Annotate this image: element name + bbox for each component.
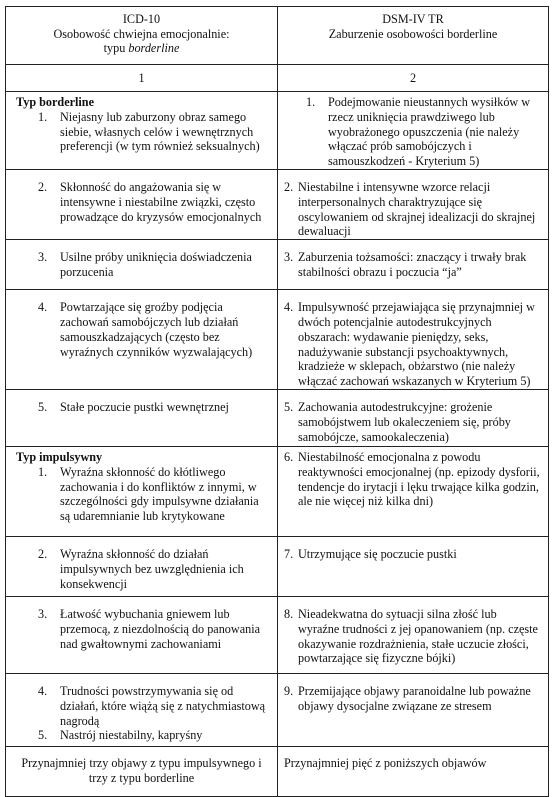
icd10-type-italic: borderline bbox=[128, 41, 180, 55]
icd10-cell bbox=[6, 240, 278, 290]
section-heading-impulsive: Typ impulsywny bbox=[16, 449, 103, 464]
list-item bbox=[284, 180, 540, 239]
icd10-cell bbox=[6, 290, 278, 390]
list-item bbox=[284, 607, 540, 666]
icd10-cell bbox=[6, 596, 278, 673]
column-number-row bbox=[6, 65, 549, 92]
dsm-subtitle: Zaburzenie osobowości borderline bbox=[328, 26, 498, 41]
item-number: 1. bbox=[38, 464, 48, 479]
item-number: 5. bbox=[38, 728, 48, 743]
dsm-cell bbox=[278, 673, 549, 746]
list-item bbox=[284, 250, 540, 280]
column-number-1: 1 bbox=[6, 65, 278, 92]
list-item bbox=[16, 300, 269, 359]
icd10-subtitle: Osobowość chwiejna emocjonalnie: bbox=[53, 26, 230, 41]
item-text: Nieadekwatna do sytuacji silna złość lub wyraźne trudności z jej opanowaniem (np. częste okazywanie rozdrażnienia, stałe uczucie złości, powtarzające się fizyczne bójki) bbox=[298, 606, 538, 666]
icd10-cell bbox=[6, 389, 278, 446]
icd10-cell bbox=[6, 169, 278, 239]
criteria-row bbox=[6, 536, 549, 596]
item-number: 4. bbox=[38, 683, 48, 698]
item-text: Łatwość wybuchania gniewem lub przemocą, z niezdolnością do panowania nad gwałtownymi zachowaniami bbox=[60, 606, 260, 651]
item-text: Wyraźna skłonność do działań impulsywnych bez uwzględnienia ich konsekwencji bbox=[60, 546, 244, 591]
header-icd10 bbox=[6, 7, 278, 65]
list-item bbox=[284, 547, 540, 562]
item-number: 8. bbox=[284, 606, 294, 621]
list-item bbox=[16, 180, 269, 224]
list-item bbox=[16, 110, 269, 154]
item-number: 3. bbox=[38, 606, 48, 621]
icd10-cell bbox=[6, 446, 278, 536]
list-item bbox=[16, 547, 269, 591]
dsm-cell bbox=[278, 169, 549, 239]
item-text: Impulsywność przejawiająca się przynajmniej w dwóch potencjalnie autodestrukcyjnych obszarach: wydawanie pieniędzy, seks, nadużywanie substancji psychoaktywnych, kradzieże w sklepach, obżarstwo (nie należy włączać zachowań wskazanych w Kryterium 5) bbox=[298, 300, 535, 389]
dsm-title: DSM-IV TR bbox=[382, 12, 444, 26]
item-number: 9. bbox=[284, 683, 294, 698]
item-number: 3. bbox=[284, 250, 294, 265]
item-text: Zaburzenia tożsamości: znaczący i trwały brak stabilności obrazu i poczucia “ja” bbox=[298, 250, 527, 279]
item-number: 2. bbox=[38, 546, 48, 561]
item-text: Utrzymujące się poczucie pustki bbox=[298, 546, 457, 561]
list-item bbox=[284, 95, 540, 169]
item-text: Niestabilność emocjonalna z powodu reaktywności emocjonalnej (np. epizody dysforii, tendencje do irytacji i lęku trwające kilka godzin, ale nie więcej niż kilka dni) bbox=[298, 449, 540, 509]
section-heading-borderline: Typ borderline bbox=[16, 95, 94, 109]
criteria-row bbox=[6, 290, 549, 390]
dsm-cell bbox=[278, 92, 549, 170]
header-dsm bbox=[278, 7, 549, 65]
item-text: Stałe poczucie pustki wewnętrznej bbox=[60, 399, 229, 414]
criteria-row bbox=[6, 596, 549, 673]
item-text: Wyraźna skłonność do kłótliwego zachowania i do konfliktów z innymi, w szczególności gdy impulsywne działania są udaremnianie lub krytykowane bbox=[60, 464, 259, 524]
item-text: Niejasny lub zaburzony obraz samego siebie, własnych celów i wewnętrznych preferencji (w tym również seksualnych) bbox=[60, 109, 260, 154]
item-number: 2. bbox=[38, 179, 48, 194]
list-item bbox=[16, 728, 269, 743]
item-text: Skłonność do angażowania się w intensywne i niestabilne związki, często prowadzące do kryzysów emocjonalnych bbox=[60, 179, 262, 224]
item-number: 5. bbox=[284, 399, 294, 414]
list-item bbox=[284, 684, 540, 714]
item-number: 6. bbox=[284, 449, 294, 464]
criteria-row bbox=[6, 169, 549, 239]
icd10-title: ICD-10 bbox=[122, 12, 161, 26]
criteria-row bbox=[6, 673, 549, 746]
icd10-summary: Przynajmniej trzy objawy z typu impulsywnego i trzy z typu borderline bbox=[6, 746, 278, 796]
item-text: Trudności powstrzymywania się od działań, które wiążą się z natychmiastową nagrodą bbox=[60, 683, 266, 728]
list-item bbox=[284, 400, 540, 444]
item-text: Usilne próby uniknięcia doświadczenia porzucenia bbox=[60, 250, 252, 279]
list-item bbox=[16, 684, 269, 728]
item-text: Powtarzające się groźby podjęcia zachowań samobójczych lub działań samouszkadzających (często bez wyraźnych czynników wyzwalających) bbox=[60, 300, 253, 359]
item-text: Nastrój niestabilny, kapryśny bbox=[60, 728, 203, 743]
dsm-cell bbox=[278, 596, 549, 673]
list-item bbox=[284, 300, 540, 389]
item-number: 4. bbox=[38, 300, 48, 315]
item-number: 1. bbox=[38, 109, 48, 124]
comparison-table bbox=[5, 6, 549, 797]
item-text: Podejmowanie nieustannych wysiłków w rzecz uniknięcia prawdziwego lub wyobrażonego opuszczenia (nie należy włączać prób samobójczych i samouszkodzeń - Kryterium 5) bbox=[328, 95, 531, 169]
dsm-cell bbox=[278, 536, 549, 596]
list-item bbox=[16, 465, 269, 524]
icd10-type-line bbox=[6, 41, 277, 56]
criteria-row bbox=[6, 92, 549, 170]
criteria-row bbox=[6, 389, 549, 446]
list-item bbox=[16, 400, 269, 415]
icd10-cell bbox=[6, 673, 278, 746]
criteria-row bbox=[6, 240, 549, 290]
icd10-type-prefix: typu bbox=[103, 41, 129, 55]
item-number: 4. bbox=[284, 300, 294, 315]
dsm-cell bbox=[278, 389, 549, 446]
dsm-cell bbox=[278, 290, 549, 390]
item-text: Niestabilne i intensywne wzorce relacji interpersonalnych charaktryzujące się oscylowaniem od skrajnej idealizacji do skrajnej dewaluacji bbox=[298, 179, 536, 239]
item-number: 7. bbox=[284, 546, 294, 561]
item-number: 2. bbox=[284, 179, 294, 194]
item-number: 1. bbox=[306, 95, 316, 109]
item-number: 3. bbox=[38, 250, 48, 265]
header-row bbox=[6, 7, 549, 65]
item-text: Zachowania autodestrukcyjne: grożenie samobójstwem lub okaleczeniem się, próby samobójcze, samookaleczenia) bbox=[298, 399, 511, 444]
dsm-summary: Przynajmniej pięć z poniższych objawów bbox=[278, 746, 549, 796]
icd10-cell bbox=[6, 536, 278, 596]
icd10-cell bbox=[6, 92, 278, 170]
dsm-cell bbox=[278, 240, 549, 290]
list-item bbox=[16, 607, 269, 651]
criteria-row bbox=[6, 446, 549, 536]
list-item bbox=[284, 450, 540, 509]
item-text: Przemijające objawy paranoidalne lub poważne objawy dysocjalne związane ze stresem bbox=[298, 683, 531, 713]
list-item bbox=[16, 250, 269, 280]
item-number: 5. bbox=[38, 399, 48, 414]
column-number-2: 2 bbox=[278, 65, 549, 92]
dsm-cell bbox=[278, 446, 549, 536]
summary-row bbox=[6, 746, 549, 796]
